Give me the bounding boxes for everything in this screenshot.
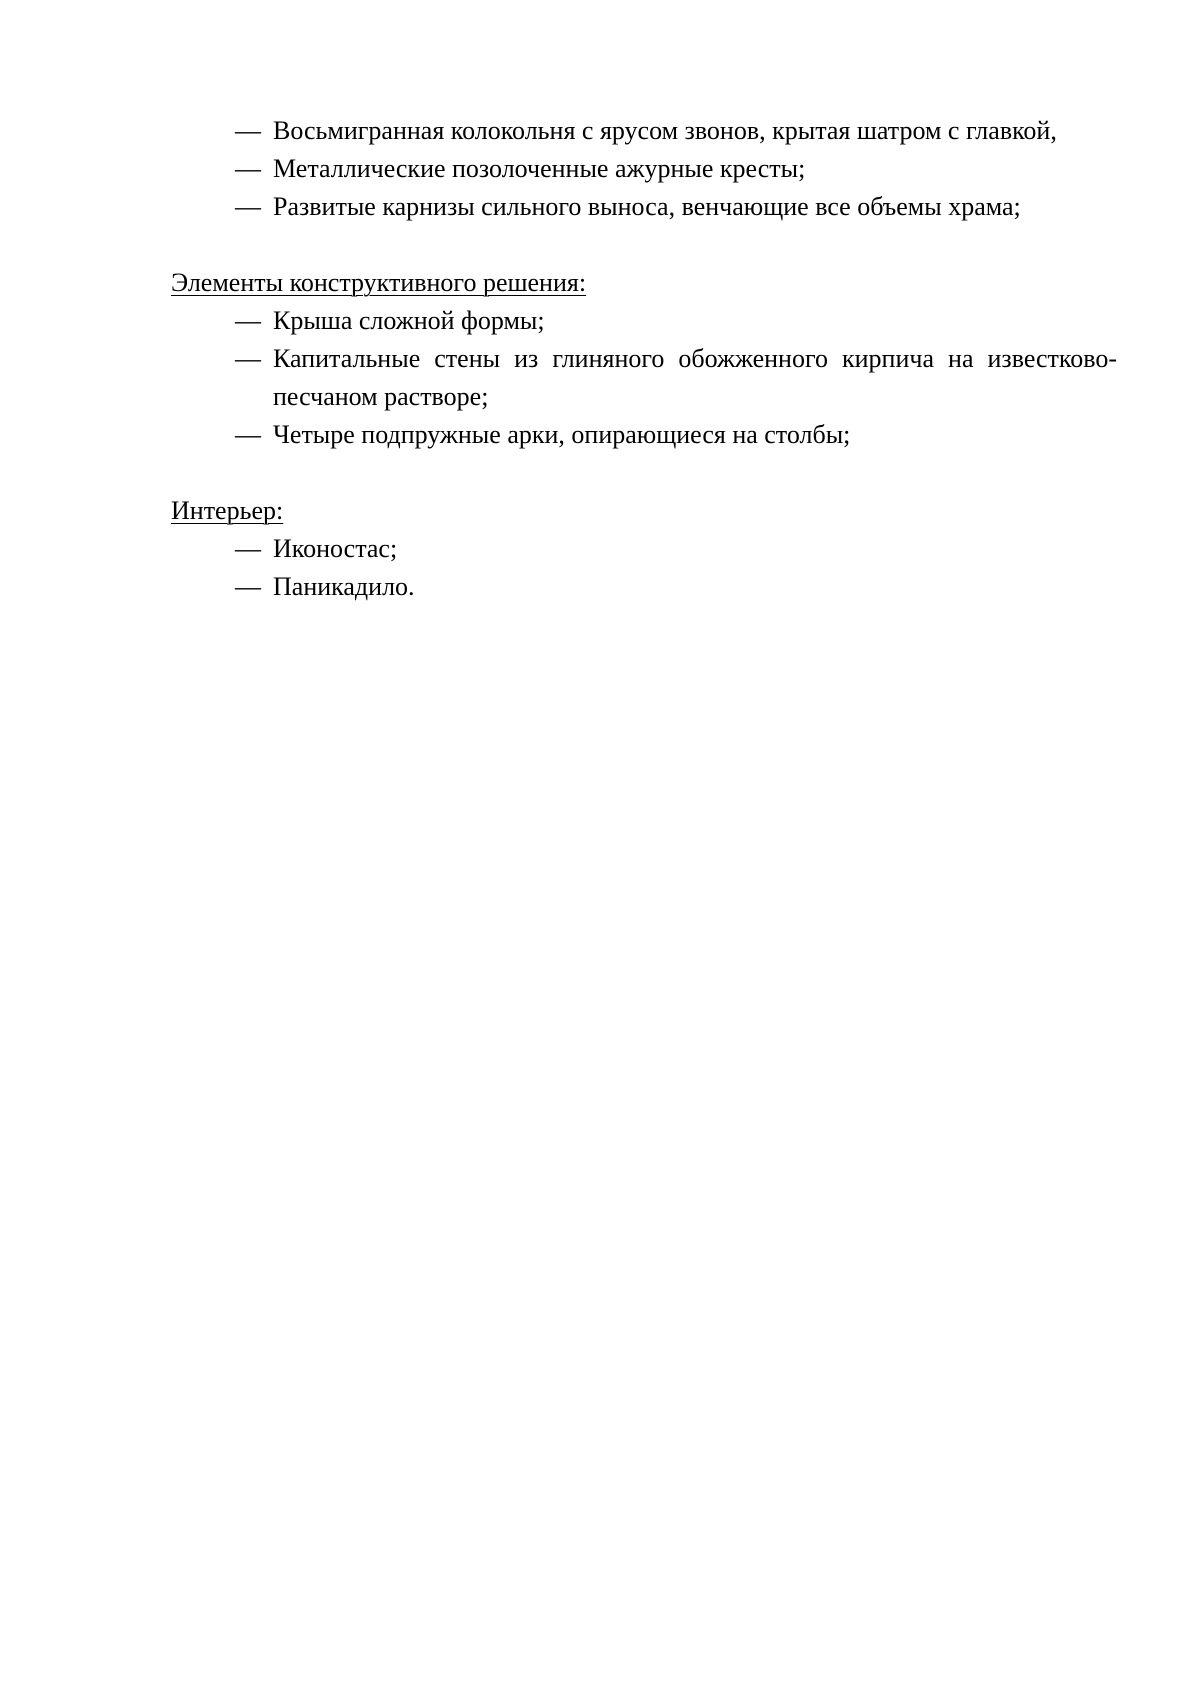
dash-marker: — bbox=[235, 572, 261, 601]
list-item-text: Капитальные стены из глиняного обожженного кирпича на известково-песчаном растворе; bbox=[273, 344, 1117, 411]
list-item bbox=[171, 568, 1117, 606]
dash-marker: — bbox=[235, 534, 261, 563]
list-item-text: Развитые карнизы сильного выноса, венчающие все объемы храма; bbox=[273, 192, 1021, 221]
interior-section bbox=[171, 492, 1117, 606]
construction-section bbox=[171, 264, 1117, 454]
list-item bbox=[171, 530, 1117, 568]
list-item-text: Восьмигранная колокольня с ярусом звонов, крытая шатром с главкой, bbox=[273, 116, 1057, 145]
construction-list bbox=[171, 302, 1117, 454]
list-item-text: Металлические позолоченные ажурные кресты; bbox=[273, 154, 806, 183]
dash-marker: — bbox=[235, 192, 261, 221]
list-item-text: Паникадило. bbox=[273, 572, 415, 601]
list-item bbox=[171, 150, 1117, 188]
list-item bbox=[171, 112, 1117, 150]
list-item bbox=[171, 416, 1117, 454]
dash-marker: — bbox=[235, 116, 261, 145]
list-item-text: Четыре подпружные арки, опирающиеся на столбы; bbox=[273, 420, 851, 449]
interior-list bbox=[171, 530, 1117, 606]
list-item-text: Крыша сложной формы; bbox=[273, 306, 545, 335]
list-item-text: Иконостас; bbox=[273, 534, 398, 563]
list-item bbox=[171, 302, 1117, 340]
intro-list bbox=[171, 112, 1117, 226]
list-item bbox=[171, 340, 1117, 416]
dash-marker: — bbox=[235, 344, 261, 373]
construction-heading: Элементы конструктивного решения: bbox=[171, 268, 587, 297]
interior-heading: Интерьер: bbox=[171, 496, 284, 525]
dash-marker: — bbox=[235, 154, 261, 183]
list-item bbox=[171, 188, 1117, 226]
document-body bbox=[171, 112, 1117, 606]
dash-marker: — bbox=[235, 420, 261, 449]
dash-marker: — bbox=[235, 306, 261, 335]
